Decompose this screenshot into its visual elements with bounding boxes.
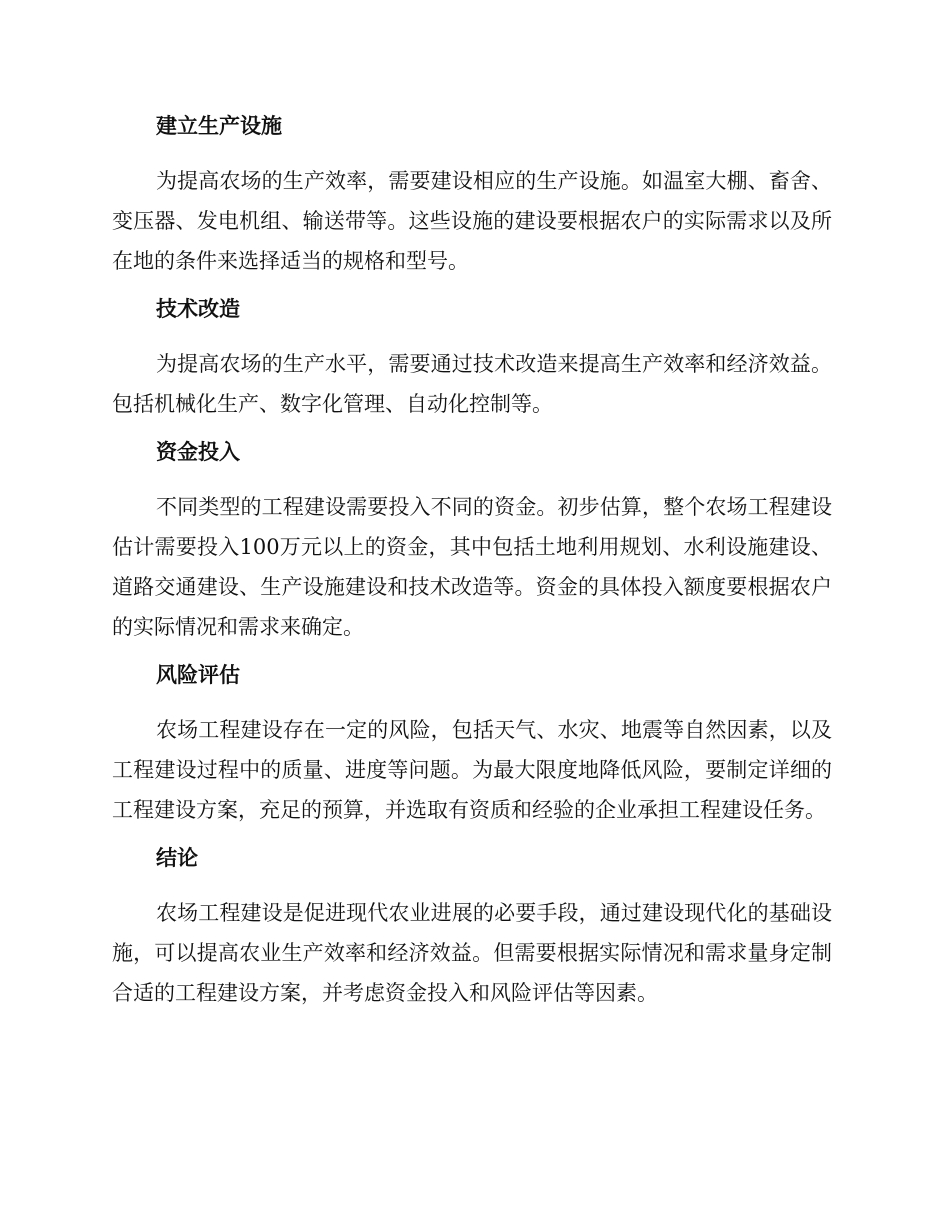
section-heading-production-facilities: 建立生产设施 xyxy=(156,114,282,138)
section-body-risk-assessment: 农场工程建设存在一定的风险，包括天气、水灾、地震等自然因素，以及工程建设过程中的质量、进度等问题。为最大限度地降低风险，要制定详细的工程建设方案，充足的预算，并选取有资质和经验的企业承担工程建设任务。 xyxy=(112,718,832,822)
section-body-technical-upgrade: 为提高农场的生产水平，需要通过技术改造来提高生产效率和经济效益。包括机械化生产、数字化管理、自动化控制等。 xyxy=(112,352,832,416)
section-heading-capital-investment: 资金投入 xyxy=(156,440,240,464)
section-body-capital-investment: 不同类型的工程建设需要投入不同的资金。初步估算，整个农场工程建设估计需要投入100万元以上的资金，其中包括土地利用规划、水利设施建设、道路交通建设、生产设施建设和技术改造等。资金的具体投入额度要根据农户的实际情况和需求来确定。 xyxy=(112,495,832,639)
section-heading-conclusion: 结论 xyxy=(156,846,198,870)
section-heading-risk-assessment: 风险评估 xyxy=(156,663,240,687)
section-body-conclusion: 农场工程建设是促进现代农业进展的必要手段，通过建设现代化的基础设施，可以提高农业生产效率和经济效益。但需要根据实际情况和需求量身定制合适的工程建设方案，并考虑资金投入和风险评估等因素。 xyxy=(112,901,832,1005)
section-heading-technical-upgrade: 技术改造 xyxy=(156,297,240,321)
section-body-production-facilities: 为提高农场的生产效率，需要建设相应的生产设施。如温室大棚、畜舍、变压器、发电机组、输送带等。这些设施的建设要根据农户的实际需求以及所在地的条件来选择适当的规格和型号。 xyxy=(112,169,832,273)
document-content xyxy=(112,110,832,1025)
